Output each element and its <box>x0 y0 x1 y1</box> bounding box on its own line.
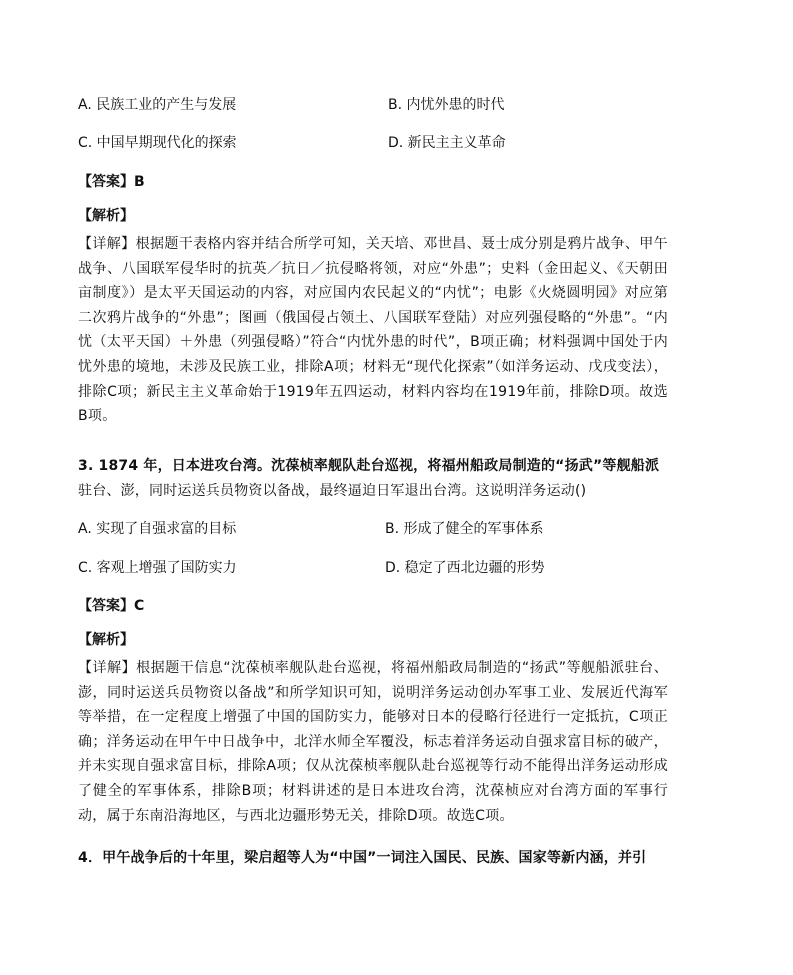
q4-stem-line1: 4．甲午战争后的十年里，梁启超等人为“中国”一词注入国民、民族、国家等新内涵，并引 <box>78 850 647 866</box>
q3-stem-line1: 3. 1874 年，日本进攻台湾。沈葆桢率舰队赴台巡视，将福州船政局制造的“扬武”等舰船派 <box>78 458 660 474</box>
q2-analysis-label: 【解析】 <box>78 208 134 224</box>
q3-explanation: 【详解】根据题干信息“沈葆桢率舰队赴台巡视，将福州船政局制造的“扬武”等舰船派驻台、澎，同时运送兵员物资以备战”和所学知识可知，说明洋务运动创办军事工业、发展近代海军等举措，在一定程度上增强了中国的国防实力，能够对日本的侵略行径进行一定抵抗，C项正确；洋务运动在甲午中日战争中，北洋水师全军覆没，标志着洋务运动自强求富目标的破产，并未实现自强求富目标，排除A项；仅从沈葆桢率舰队赴台巡视等行动不能得出洋务运动形成了健全的军事体系，排除B项；材料讲述的是日本进攻台湾，沈葆桢应对台湾方面的军事行动，属于东南沿海地区，与西北边疆形势无关，排除D项。故选C项。 <box>78 660 668 824</box>
q2-option-b: B. 内忧外患的时代 <box>388 97 505 113</box>
q3-option-c: C. 客观上增强了国防实力 <box>78 560 237 576</box>
q2-option-c: C. 中国早期现代化的探索 <box>78 135 237 151</box>
q2-answer: 【答案】B <box>78 174 145 190</box>
q3-answer: 【答案】C <box>78 598 145 614</box>
q2-option-d: D. 新民主主义革命 <box>388 135 506 151</box>
q2-option-a: A. 民族工业的产生与发展 <box>78 97 237 113</box>
q3-stem-line2: 驻台、澎，同时运送兵员物资以备战，最终逼迫日军退出台湾。这说明洋务运动() <box>78 483 587 499</box>
q3-option-a: A. 实现了自强求富的目标 <box>78 521 237 537</box>
q3-option-d: D. 稳定了西北边疆的形势 <box>385 560 545 576</box>
q3-option-b: B. 形成了健全的军事体系 <box>385 521 544 537</box>
q2-explanation: 【详解】根据题干表格内容并结合所学可知，关天培、邓世昌、聂士成分别是鸦片战争、甲午战争、八国联军侵华时的抗英／抗日／抗侵略将领，对应“外患”；史料（金田起义、《天朝田亩制度》）是太平天国运动的内容，对应国内农民起义的“内忧”；电影《火烧圆明园》对应第二次鸦片战争的“外患”；图画（俄国侵占领土、八国联军登陆）对应列强侵略的“外患”。“内忧（太平天国）＋外患（列强侵略）”符合“内忧外患的时代”，B项正确；材料强调中国处于内忧外患的境地，未涉及民族工业，排除A项；材料无“现代化探索”（如洋务运动、戊戌变法），排除C项；新民主主义革命始于1919年五四运动，材料内容均在1919年前，排除D项。故选B项。 <box>78 236 668 425</box>
q3-analysis-label: 【解析】 <box>78 632 134 648</box>
